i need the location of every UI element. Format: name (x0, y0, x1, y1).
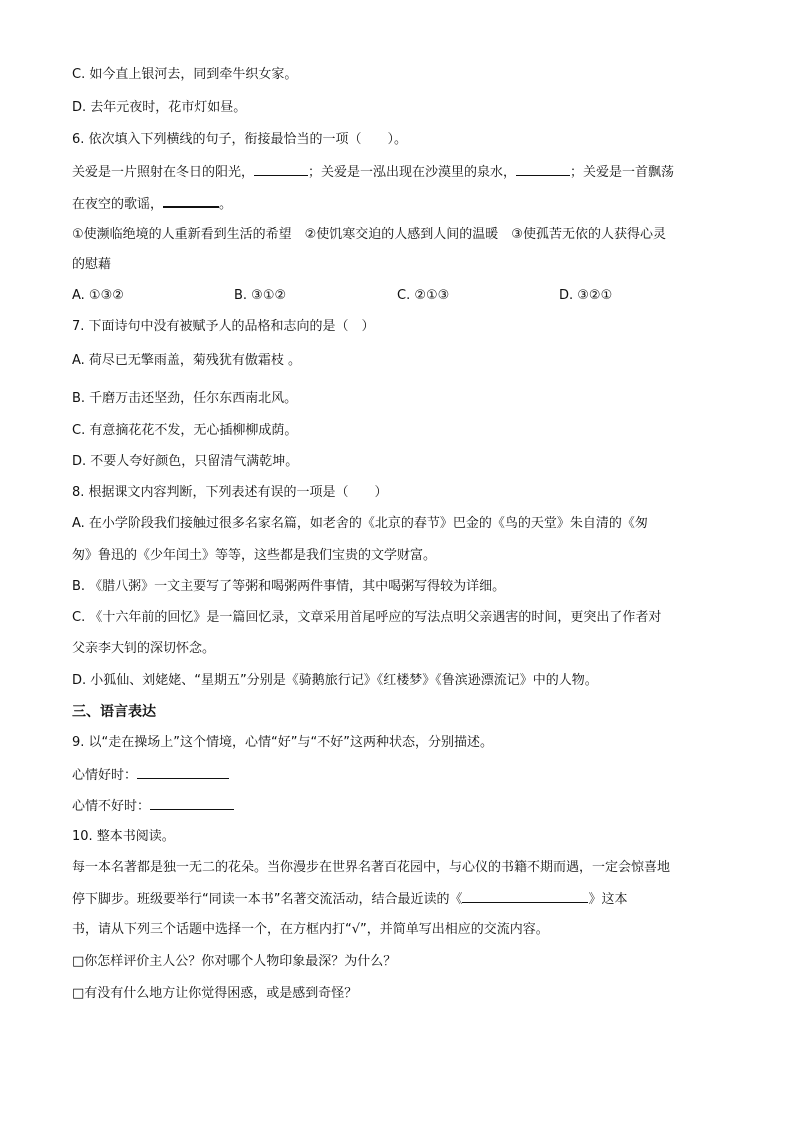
q6-text-line2 (72, 194, 232, 214)
q6-text-part2: ；关爱是一泓出现在沙漠里的泉水， (308, 165, 517, 180)
q7-option-a: A. 荷尽已无擎雨盖，菊残犹有傲霜枝 。 (72, 353, 302, 368)
q10-line2-pre: 停下脚步。班级要举行“同读一本书”名著交流活动，结合最近读的《 (72, 892, 463, 907)
q6-option-a: A. ①③② (72, 288, 124, 303)
q7-stem: 7. 下面诗句中没有被赋予人的品格和志向的是（ ） (72, 319, 375, 334)
q6-blank-1[interactable] (254, 163, 308, 176)
q8-option-c-line1: C. 《十六年前的回忆》是一篇回忆录，文章采用首尾呼应的写法点明父亲遇害的时间，更突出了作者对 (72, 610, 662, 625)
q7-option-b: B. 千磨万击还坚劲，任尔东西南北风。 (72, 391, 298, 406)
q10-book-title-blank[interactable] (462, 890, 588, 903)
q6-blank-3[interactable] (163, 194, 219, 208)
q6-option-b: B. ③①② (234, 288, 287, 303)
q6-option-d: D. ③②① (559, 288, 613, 303)
q10-topic-2[interactable]: □有没有什么地方让你觉得困惑，或是感到奇怪？ (72, 986, 358, 1001)
q6-text-part3: ；关爱是一首飘荡 (570, 165, 675, 180)
q6-stem: 6. 依次填入下列横线的句子，衔接最恰当的一项（ ）。 (72, 132, 408, 147)
q6-text-part1: 关爱是一片照射在冬日的阳光， (72, 165, 255, 180)
q7-option-d: D. 不要人夸好颜色，只留清气满乾坤。 (72, 454, 299, 469)
q5-option-d: D. 去年元夜时，花市灯如昼。 (72, 100, 247, 115)
q8-option-d: D. 小狐仙、刘姥姥、“星期五”分别是《骑鹅旅行记》《红楼梦》《鲁滨逊漂流记》中的人物。 (72, 673, 598, 688)
q6-text-end: 。 (219, 197, 233, 212)
q6-option-c: C. ②①③ (397, 288, 450, 303)
q9-bad-line (72, 797, 234, 816)
q10-paragraph-line2 (72, 890, 628, 909)
q10-paragraph-line3: 书，请从下列三个话题中选择一个，在方框内打“√”，并简单写出相应的交流内容。 (72, 922, 549, 937)
q9-good-answer-blank[interactable] (137, 766, 229, 779)
q10-topic-1[interactable]: □你怎样评价主人公？你对哪个人物印象最深？为什么？ (72, 954, 397, 969)
q6-items-line1: ①使濒临绝境的人重新看到生活的希望 ②使饥寒交迫的人感到人间的温暖 ③使孤苦无依的人获得心灵 (72, 227, 666, 242)
q5-option-c: C. 如今直上银河去，同到牵牛织女家。 (72, 67, 298, 82)
q6-text-line2-label: 在夜空的歌谣， (72, 197, 164, 212)
q8-stem: 8. 根据课文内容判断，下列表述有误的一项是（ ） (72, 485, 388, 500)
q9-stem: 9. 以“走在操场上”这个情境，心情“好”与“不好”这两种状态，分别描述。 (72, 735, 493, 750)
q10-line2-post: 》这本 (588, 892, 628, 907)
q8-option-a-line1: A. 在小学阶段我们接触过很多名家名篇，如老舍的《北京的春节》巴金的《鸟的天堂》朱自清的《匆 (72, 516, 648, 531)
q7-option-c: C. 有意摘花花不发，无心插柳柳成荫。 (72, 423, 298, 438)
q6-items-line2: 的慰藉 (72, 257, 112, 272)
q9-good-label: 心情好时： (72, 768, 138, 783)
q8-option-a-line2: 匆》鲁迅的《少年闰土》等等，这些都是我们宝贵的文学财富。 (72, 548, 437, 563)
section-title: 三、语言表达 (72, 704, 156, 720)
q8-option-b: B. 《腊八粥》一文主要写了等粥和喝粥两件事情，其中喝粥写得较为详细。 (72, 579, 506, 594)
q10-paragraph-line1: 每一本名著都是独一无二的花朵。当你漫步在世界名著百花园中，与心仪的书籍不期而遇，一定会惊喜地 (72, 860, 671, 875)
q9-bad-label: 心情不好时： (72, 799, 151, 814)
q8-option-c-line2: 父亲李大钊的深切怀念。 (72, 641, 216, 656)
q9-bad-answer-blank[interactable] (150, 797, 234, 810)
q6-blank-2[interactable] (516, 163, 570, 176)
q6-text-line1 (72, 163, 674, 182)
q9-good-line (72, 766, 229, 785)
q10-stem: 10. 整本书阅读。 (72, 829, 175, 844)
